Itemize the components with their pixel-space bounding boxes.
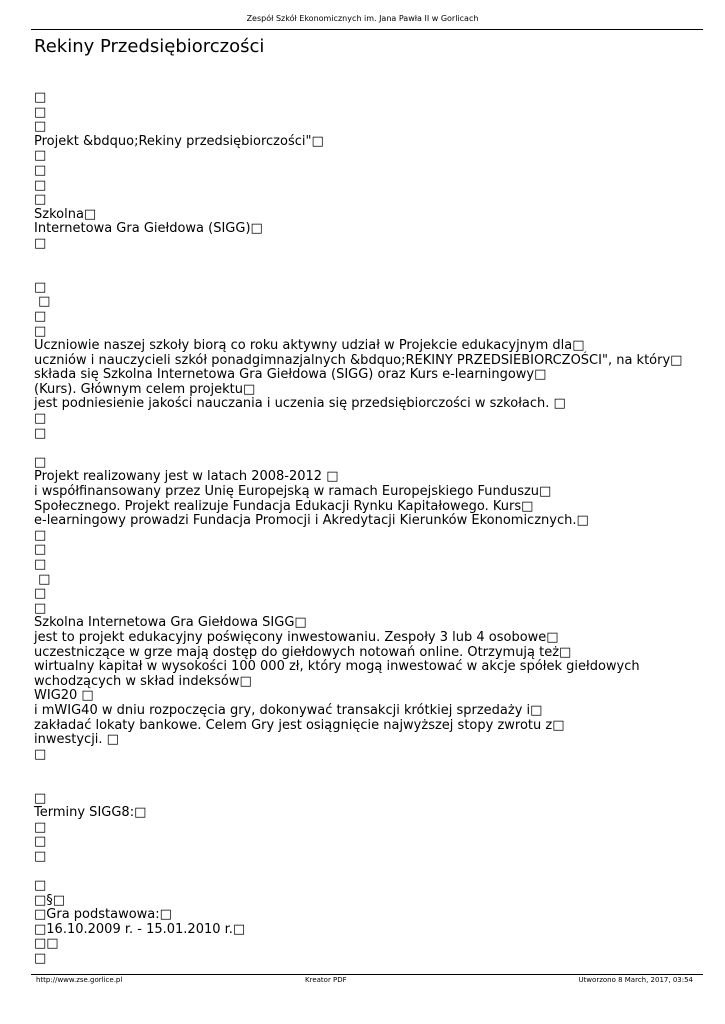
body-line: □ [34,279,47,295]
body-line: Uczniowie naszej szkoły biorą co roku aktywny udział w Projekcie edukacyjnym dla□ [34,338,585,354]
body-line: uczniów i nauczycieli szkół ponadgimnazjalnych &bdquo;REKINY PRZEDSIEBIORCZOŚCI", na który□ [34,352,683,368]
body-line: □ [34,235,47,251]
body-line: □ [34,746,47,762]
body-line: WIG20 □ [34,688,94,704]
body-line: Terminy SIGG8:□ [34,805,147,821]
body-line: □ [34,834,47,850]
footer-generator: Kreator PDF [305,976,347,984]
body-line: □ [34,425,47,441]
body-line: □ [34,323,47,339]
body-line: □ [34,951,47,967]
body-line: Internetowa Gra Giełdowa (SIGG)□ [34,221,263,237]
page-header: Zespół Szkół Ekonomicznych im. Jana Pawła II w Gorlicach [246,14,479,23]
body-line: jest to projekt edukacyjny poświęcony inwestowaniu. Zespoły 3 lub 4 osobowe□ [34,629,559,645]
footer-divider [31,974,703,975]
body-line: □ [34,308,47,324]
body-line: i mWIG40 w dniu rozpoczęcia gry, dokonywać transakcji krótkiej sprzedaży i□ [34,702,543,718]
body-line: □ [34,90,47,105]
body-line: □Gra podstawowa:□ [34,907,172,923]
body-line: □ [34,119,47,135]
page-title: Rekiny Przedsiębiorczości [34,36,265,57]
body-line: □ [34,848,47,864]
footer-url[interactable]: http://www.zse.gorlice.pl [36,976,123,984]
body-line: □ [34,148,47,164]
body-line [34,777,694,792]
body-line: Szkolna Internetowa Gra Giełdowa SIGG□ [34,615,307,631]
body-line [34,864,694,879]
body-line: □§□ [34,892,66,908]
body-line: Społecznego. Projekt realizuje Fundacja Edukacji Rynku Kapitałowego. Kurs□ [34,498,534,514]
body-line: jest podniesienie jakości nauczania i uczenia się przedsiębiorczości w szkołach. □ [34,396,566,412]
body-line: Szkolna□ [34,206,97,222]
body-line: uczestniczące w grze mają dostęp do giełdowych notowań online. Otrzymują też□ [34,644,572,660]
body-line: inwestycji. □ [34,732,119,748]
body-line [34,266,694,281]
body-line: wchodzących w skład indeksów□ [34,673,252,689]
body-line: składa się Szkolna Internetowa Gra Giełdowa (SIGG) oraz Kurs e-learningowy□ [34,367,547,383]
body-line: □16.10.2009 r. - 15.01.2010 r.□ [34,921,246,937]
body-line: wirtualny kapitał w wysokości 100 000 zł, który mogą inwestować w akcje spółek giełdowych [34,659,640,675]
body-line: Projekt realizowany jest w latach 2008-2012 □ [34,469,339,485]
article-body [34,91,694,967]
body-line: □ [34,586,47,602]
body-line [34,762,694,777]
body-line: (Kurs). Głównym celem projektu□ [34,381,256,397]
body-line: □ [34,819,47,835]
body-line: □ [34,878,47,894]
body-line: □ [34,177,47,193]
header-divider [31,29,703,30]
body-line: zakładać lokaty bankowe. Celem Gry jest osiągnięcie najwyższej stopy zwrotu z□ [34,717,565,733]
body-line: □□ [34,936,59,952]
body-line: □ [34,542,47,558]
body-line: □ [34,600,47,616]
body-line: Projekt &bdquo;Rekiny przedsiębiorczości"□ [34,133,324,149]
body-line: □ [34,571,51,587]
body-line: □ [34,527,47,543]
body-line: □ [34,294,51,310]
body-line: □ [34,192,47,208]
body-line: e-learningowy prowadzi Fundacja Promocji i Akredytacji Kierunków Ekonomicznych.□ [34,513,589,529]
body-line: □ [34,411,47,427]
body-line [34,252,694,267]
body-line: □ [34,557,47,572]
body-line: □ [34,162,47,178]
body-line: i współfinansowany przez Unię Europejską w ramach Europejskiego Funduszu□ [34,484,552,500]
body-line [34,441,694,456]
footer-created-date: Utworzono 8 March, 2017, 03:54 [578,976,693,984]
body-line: □ [34,790,47,806]
body-line: □ [34,104,47,120]
body-line: □ [34,454,47,470]
